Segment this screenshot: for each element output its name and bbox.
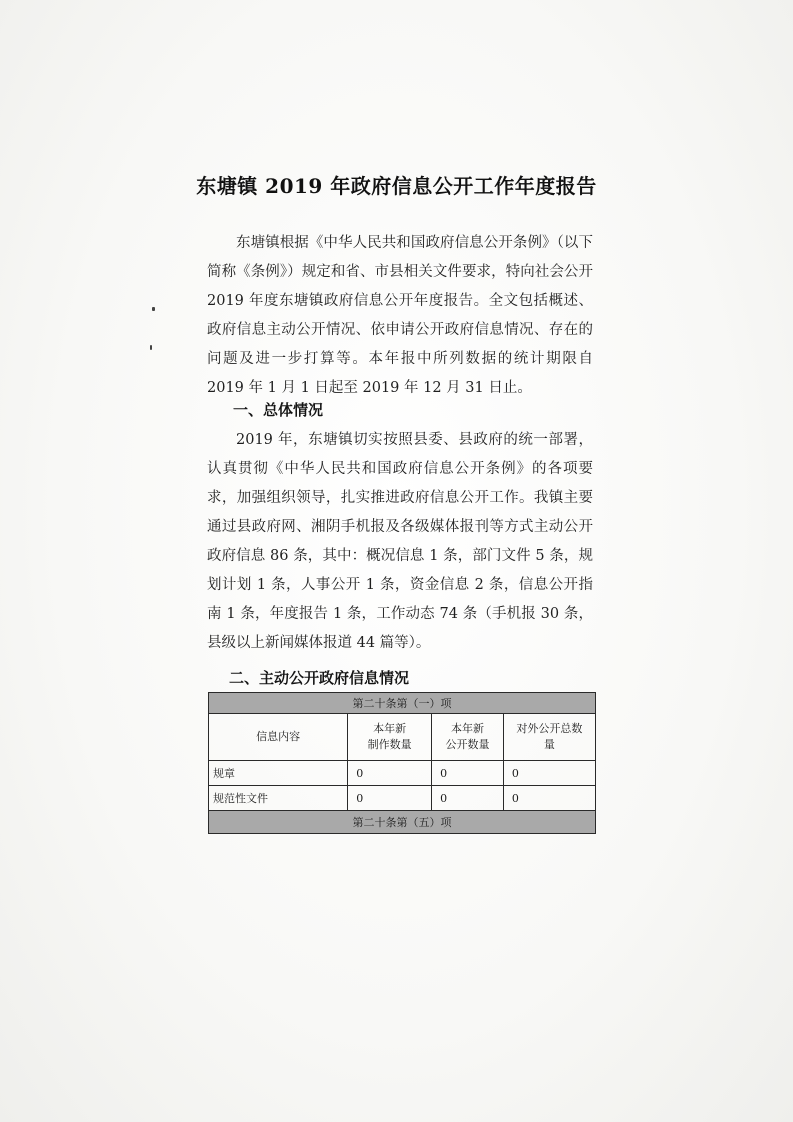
header-line: 信息内容	[256, 730, 301, 743]
page-title: 东塘镇 2019 年政府信息公开工作年度报告	[196, 174, 597, 198]
row-value: 0	[432, 786, 504, 811]
table-band-bottom	[209, 811, 596, 834]
section-heading-proactive-disclosure: 二、主动公开政府信息情况	[229, 669, 410, 687]
table-header-cell	[209, 714, 348, 761]
table-row	[209, 786, 596, 811]
table-band-label: 第二十条第（一）项	[209, 693, 596, 714]
header-line: 本年新	[373, 722, 407, 735]
header-line: 本年新	[450, 722, 484, 735]
disclosure-table	[208, 692, 596, 834]
header-line: 公开数量	[445, 738, 490, 751]
scan-mark	[150, 345, 152, 350]
row-value: 0	[348, 786, 432, 811]
row-value: 0	[348, 761, 432, 786]
row-value: 0	[503, 786, 595, 811]
header-line: 制作数量	[367, 738, 412, 751]
header-line: 对外公开总数	[516, 722, 583, 735]
intro-paragraph: 东塘镇根据《中华人民共和国政府信息公开条例》（以下简称《条例》）规定和省、市县相关文件要求，特向社会公开 2019 年度东塘镇政府信息公开年度报告。全文包括概述、政府信息主动公开情况、依申请公开政府信息情况、存在的问题及进一步打算等。本年报中所列数据的统计期限自 2019 年 1 月 1 日起至 2019 年 12 月 31 日止。	[207, 235, 593, 396]
row-value: 0	[432, 761, 504, 786]
table-header-cell	[503, 714, 595, 761]
row-value: 0	[503, 761, 595, 786]
overview-paragraph: 2019 年，东塘镇切实按照县委、县政府的统一部署，认真贯彻《中华人民共和国政府信息公开条例》的各项要求，加强组织领导，扎实推进政府信息公开工作。我镇主要通过县政府网、湘阴手机报及各级媒体报刊等方式主动公开政府信息 86 条，其中：概况信息 1 条，部门文件 5 条，规划计划 1 条，人事公开 1 条，资金信息 2 条，信息公开指南 1 条，年度报告 1 条，工作动态 74 条（手机报 30 条，县级以上新闻媒体报道 44 篇等）。	[207, 432, 593, 651]
table-header-row	[209, 714, 596, 761]
header-line: 量	[543, 738, 555, 751]
table-band-top	[209, 693, 596, 714]
section-heading-overview: 一、总体情况	[233, 401, 324, 419]
row-label: 规章	[209, 761, 348, 786]
row-label: 规范性文件	[209, 786, 348, 811]
table-header-cell	[432, 714, 504, 761]
table-band-label: 第二十条第（五）项	[209, 811, 596, 834]
scan-mark	[152, 307, 155, 311]
table-row	[209, 761, 596, 786]
table-header-cell	[348, 714, 432, 761]
